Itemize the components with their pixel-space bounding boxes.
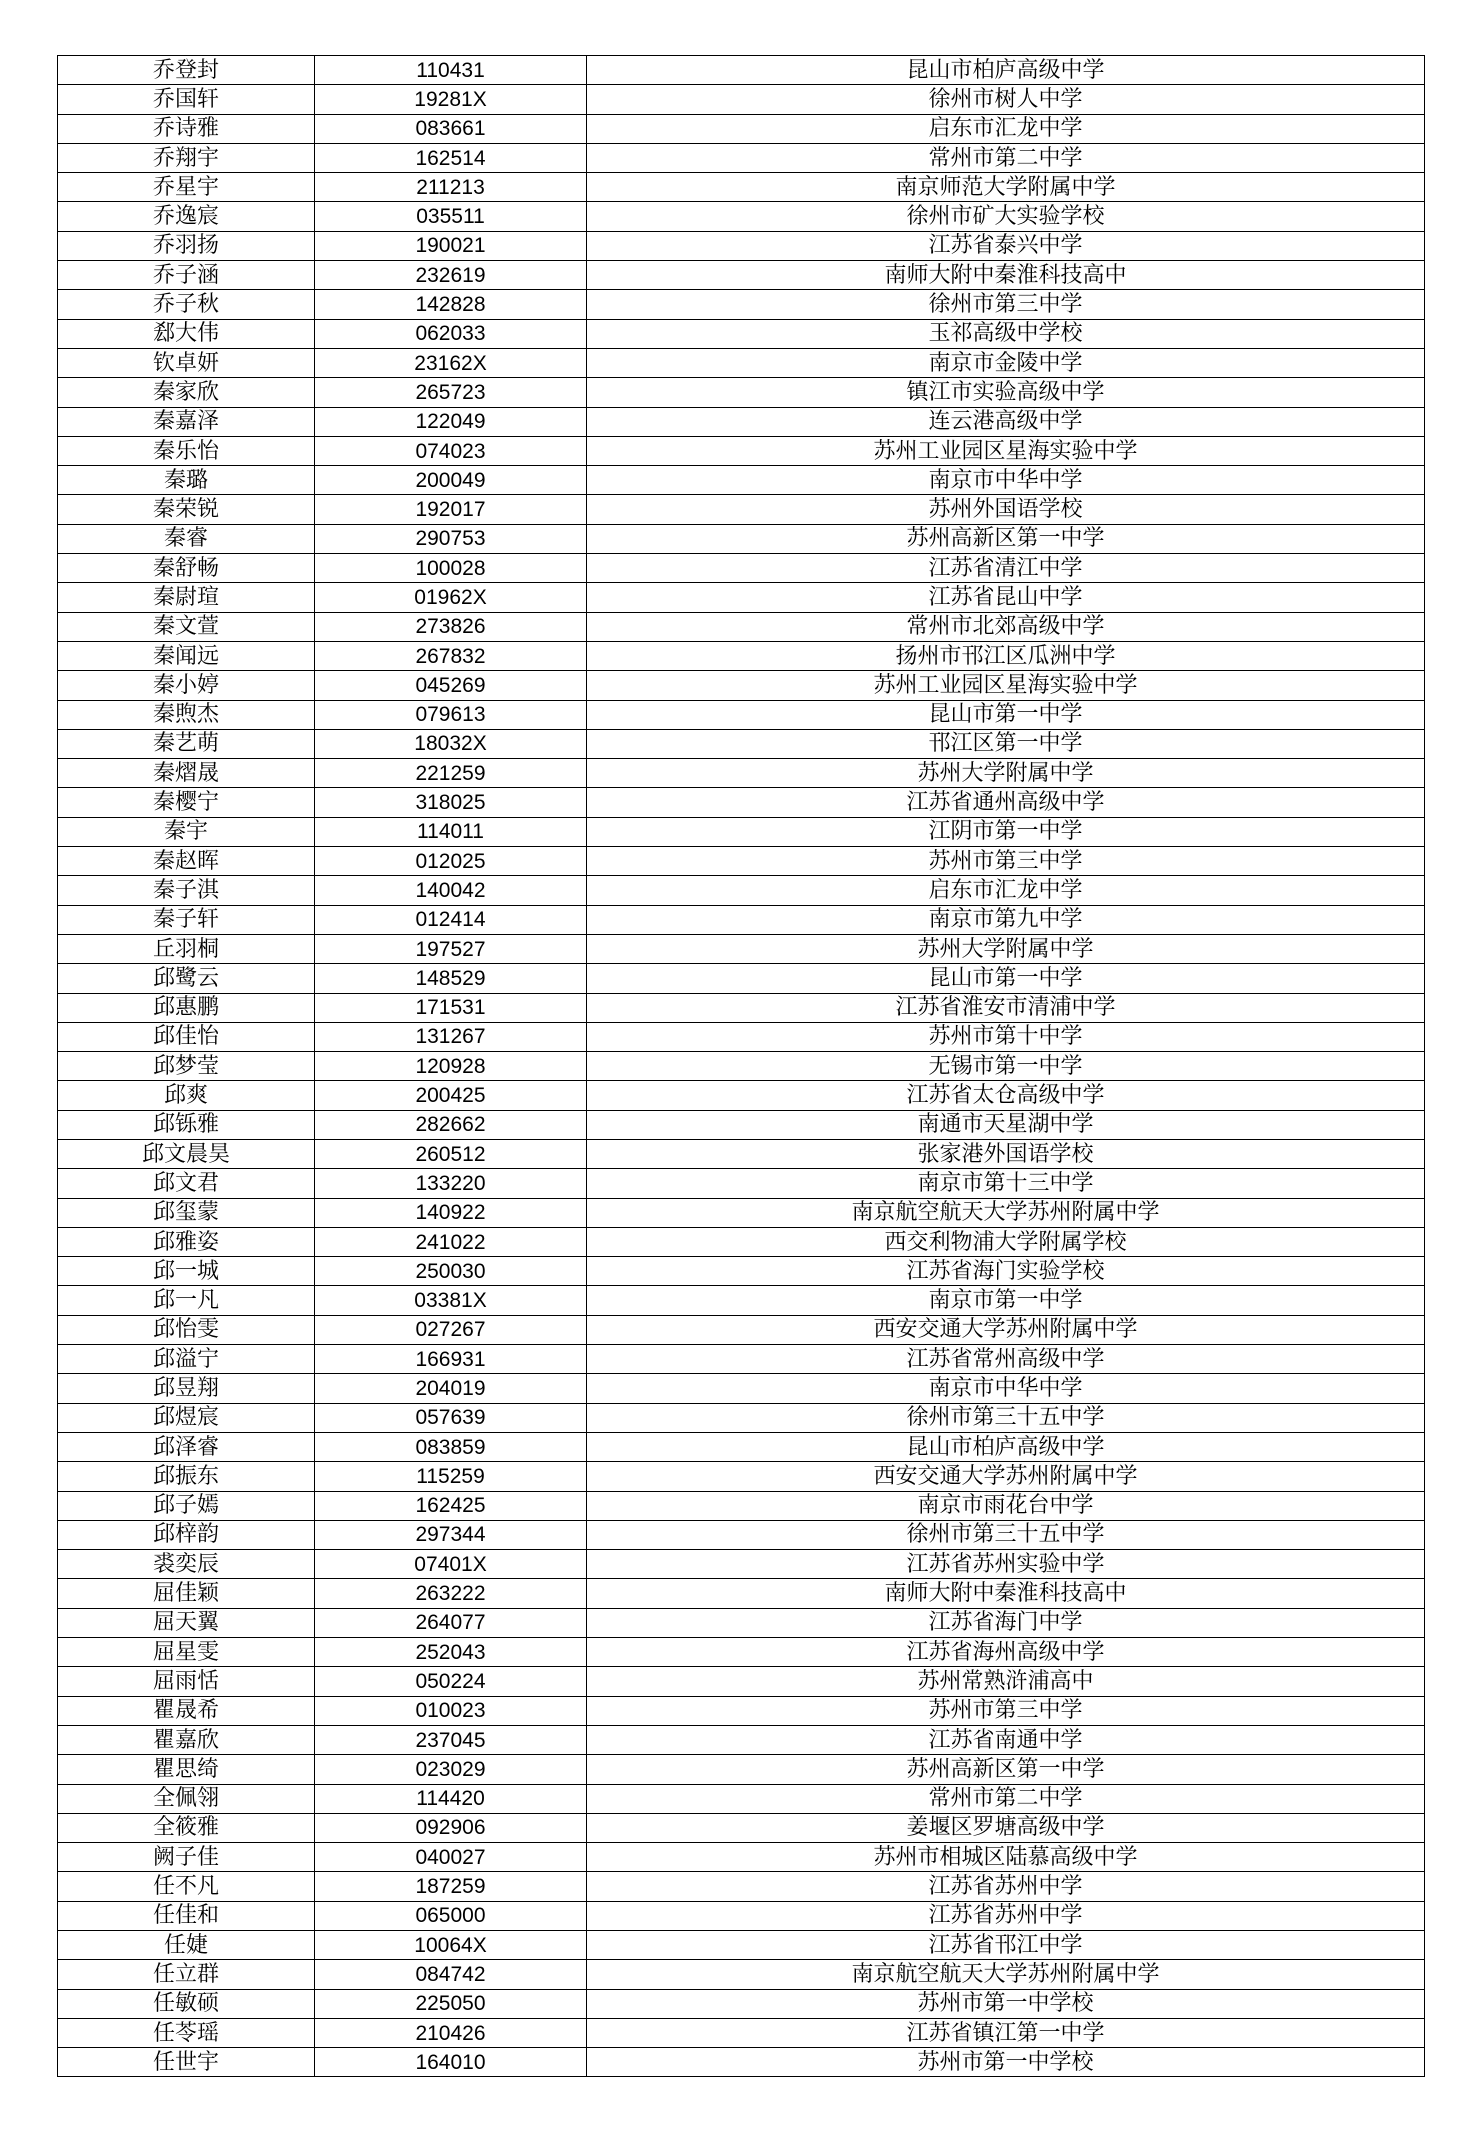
- school-name-cell: 苏州市相城区陆慕高级中学: [587, 1843, 1425, 1872]
- table-row: [58, 1843, 1425, 1872]
- table-row: [58, 56, 1425, 85]
- student-name-cell: 秦赵晖: [58, 847, 315, 876]
- table-row: [58, 1989, 1425, 2018]
- school-name-cell: 昆山市柏庐高级中学: [587, 56, 1425, 85]
- student-name-cell: 屈星雯: [58, 1638, 315, 1667]
- school-name-cell: 张家港外国语学校: [587, 1139, 1425, 1168]
- table-row: [58, 1374, 1425, 1403]
- table-row: [58, 1198, 1425, 1227]
- table-row: [58, 1081, 1425, 1110]
- student-name-cell: 乔诗雅: [58, 114, 315, 143]
- student-id-cell: 114011: [315, 817, 587, 846]
- student-name-cell: 邱一凡: [58, 1286, 315, 1315]
- table-row: [58, 1432, 1425, 1461]
- student-id-cell: 010023: [315, 1696, 587, 1725]
- table-row: [58, 1345, 1425, 1374]
- school-name-cell: 江苏省海门实验学校: [587, 1257, 1425, 1286]
- school-name-cell: 姜堰区罗塘高级中学: [587, 1813, 1425, 1842]
- school-name-cell: 昆山市第一中学: [587, 964, 1425, 993]
- table-row: [58, 1813, 1425, 1842]
- student-name-cell: 秦家欣: [58, 378, 315, 407]
- school-name-cell: 南京航空航天大学苏州附属中学: [587, 1198, 1425, 1227]
- table-row: [58, 202, 1425, 231]
- student-id-cell: 100028: [315, 554, 587, 583]
- student-id-cell: 083859: [315, 1432, 587, 1461]
- table-row: [58, 934, 1425, 963]
- school-name-cell: 徐州市矿大实验学校: [587, 202, 1425, 231]
- school-name-cell: 江苏省通州高级中学: [587, 788, 1425, 817]
- school-name-cell: 江苏省淮安市清浦中学: [587, 993, 1425, 1022]
- student-id-cell: 083661: [315, 114, 587, 143]
- school-name-cell: 苏州大学附属中学: [587, 759, 1425, 788]
- student-id-cell: 110431: [315, 56, 587, 85]
- student-id-cell: 190021: [315, 231, 587, 260]
- school-name-cell: 镇江市实验高级中学: [587, 378, 1425, 407]
- school-name-cell: 江苏省南通中学: [587, 1725, 1425, 1754]
- student-id-cell: 045269: [315, 671, 587, 700]
- table-row: [58, 1667, 1425, 1696]
- student-id-cell: 171531: [315, 993, 587, 1022]
- table-row: [58, 1403, 1425, 1432]
- school-name-cell: 苏州市第十中学: [587, 1022, 1425, 1051]
- table-row: [58, 817, 1425, 846]
- school-name-cell: 徐州市第三十五中学: [587, 1403, 1425, 1432]
- student-id-cell: 290753: [315, 524, 587, 553]
- student-name-cell: 邱昱翔: [58, 1374, 315, 1403]
- student-id-cell: 264077: [315, 1608, 587, 1637]
- student-id-cell: 120928: [315, 1052, 587, 1081]
- table-row: [58, 261, 1425, 290]
- table-row: [58, 524, 1425, 553]
- school-name-cell: 苏州工业园区星海实验中学: [587, 436, 1425, 465]
- school-name-cell: 扬州市邗江区瓜洲中学: [587, 641, 1425, 670]
- student-id-cell: 297344: [315, 1520, 587, 1549]
- school-name-cell: 苏州市第一中学校: [587, 1989, 1425, 2018]
- student-name-cell: 邱振东: [58, 1462, 315, 1491]
- school-name-cell: 常州市第二中学: [587, 143, 1425, 172]
- student-name-cell: 邱怡雯: [58, 1315, 315, 1344]
- table-row: [58, 1227, 1425, 1256]
- table-row: [58, 1315, 1425, 1344]
- table-row: [58, 231, 1425, 260]
- school-name-cell: 南通市天星湖中学: [587, 1110, 1425, 1139]
- table-row: [58, 114, 1425, 143]
- student-id-cell: 133220: [315, 1169, 587, 1198]
- student-id-cell: 221259: [315, 759, 587, 788]
- student-id-cell: 074023: [315, 436, 587, 465]
- student-id-cell: 040027: [315, 1843, 587, 1872]
- school-name-cell: 苏州工业园区星海实验中学: [587, 671, 1425, 700]
- student-name-cell: 邱泽睿: [58, 1432, 315, 1461]
- table-row: [58, 1755, 1425, 1784]
- student-name-cell: 钦卓妍: [58, 348, 315, 377]
- table-row: [58, 1872, 1425, 1901]
- student-id-cell: 232619: [315, 261, 587, 290]
- student-id-cell: 263222: [315, 1579, 587, 1608]
- school-name-cell: 徐州市树人中学: [587, 85, 1425, 114]
- school-name-cell: 西安交通大学苏州附属中学: [587, 1462, 1425, 1491]
- table-row: [58, 173, 1425, 202]
- student-id-cell: 260512: [315, 1139, 587, 1168]
- student-name-cell: 裘奕辰: [58, 1550, 315, 1579]
- student-name-cell: 乔星宇: [58, 173, 315, 202]
- student-id-cell: 01962X: [315, 583, 587, 612]
- student-id-cell: 210426: [315, 2018, 587, 2047]
- table-row: [58, 290, 1425, 319]
- student-name-cell: 邱煜宸: [58, 1403, 315, 1432]
- student-id-cell: 012025: [315, 847, 587, 876]
- student-id-cell: 23162X: [315, 348, 587, 377]
- student-id-cell: 237045: [315, 1725, 587, 1754]
- table-row: [58, 348, 1425, 377]
- student-name-cell: 邱溢宁: [58, 1345, 315, 1374]
- school-name-cell: 西交利物浦大学附属学校: [587, 1227, 1425, 1256]
- table-row: [58, 905, 1425, 934]
- student-name-cell: 邱文晨昊: [58, 1139, 315, 1168]
- student-name-cell: 秦璐: [58, 466, 315, 495]
- student-id-cell: 012414: [315, 905, 587, 934]
- table-row: [58, 554, 1425, 583]
- school-name-cell: 江苏省昆山中学: [587, 583, 1425, 612]
- table-row: [58, 1110, 1425, 1139]
- school-name-cell: 江苏省清江中学: [587, 554, 1425, 583]
- student-id-cell: 084742: [315, 1960, 587, 1989]
- table-row: [58, 993, 1425, 1022]
- school-name-cell: 玉祁高级中学校: [587, 319, 1425, 348]
- student-name-cell: 乔子涵: [58, 261, 315, 290]
- student-id-cell: 03381X: [315, 1286, 587, 1315]
- school-name-cell: 无锡市第一中学: [587, 1052, 1425, 1081]
- table-row: [58, 671, 1425, 700]
- student-name-cell: 乔子秋: [58, 290, 315, 319]
- student-name-cell: 秦小婷: [58, 671, 315, 700]
- student-id-cell: 252043: [315, 1638, 587, 1667]
- student-name-cell: 任苓瑶: [58, 2018, 315, 2047]
- student-id-cell: 200049: [315, 466, 587, 495]
- table-row: [58, 1784, 1425, 1813]
- school-name-cell: 苏州市第三中学: [587, 847, 1425, 876]
- school-name-cell: 南师大附中秦淮科技高中: [587, 1579, 1425, 1608]
- school-name-cell: 昆山市柏庐高级中学: [587, 1432, 1425, 1461]
- table-row: [58, 1169, 1425, 1198]
- table-row: [58, 1139, 1425, 1168]
- table-row: [58, 964, 1425, 993]
- table-row: [58, 1052, 1425, 1081]
- student-id-cell: 162425: [315, 1491, 587, 1520]
- table-row: [58, 319, 1425, 348]
- school-name-cell: 苏州高新区第一中学: [587, 524, 1425, 553]
- table-row: [58, 1696, 1425, 1725]
- student-name-cell: 秦樱宁: [58, 788, 315, 817]
- school-name-cell: 江苏省苏州中学: [587, 1901, 1425, 1930]
- table-row: [58, 641, 1425, 670]
- school-name-cell: 南京师范大学附属中学: [587, 173, 1425, 202]
- table-row: [58, 583, 1425, 612]
- student-id-cell: 19281X: [315, 85, 587, 114]
- table-row: [58, 1022, 1425, 1051]
- student-id-cell: 265723: [315, 378, 587, 407]
- student-name-cell: 邱梓韵: [58, 1520, 315, 1549]
- student-name-cell: 秦文萱: [58, 612, 315, 641]
- table-row: [58, 143, 1425, 172]
- table-row: [58, 1931, 1425, 1960]
- student-name-cell: 秦荣锐: [58, 495, 315, 524]
- school-name-cell: 江苏省常州高级中学: [587, 1345, 1425, 1374]
- student-id-cell: 162514: [315, 143, 587, 172]
- student-name-cell: 任佳和: [58, 1901, 315, 1930]
- school-name-cell: 南京市中华中学: [587, 1374, 1425, 1403]
- school-name-cell: 徐州市第三十五中学: [587, 1520, 1425, 1549]
- student-name-cell: 邱一城: [58, 1257, 315, 1286]
- student-name-cell: 邱爽: [58, 1081, 315, 1110]
- student-name-cell: 乔国轩: [58, 85, 315, 114]
- student-name-cell: 邱梦莹: [58, 1052, 315, 1081]
- student-name-cell: 邱玺蒙: [58, 1198, 315, 1227]
- school-name-cell: 南京市第九中学: [587, 905, 1425, 934]
- school-name-cell: 启东市汇龙中学: [587, 114, 1425, 143]
- school-name-cell: 南京市雨花台中学: [587, 1491, 1425, 1520]
- table-row: [58, 876, 1425, 905]
- table-row: [58, 466, 1425, 495]
- student-id-cell: 250030: [315, 1257, 587, 1286]
- student-name-cell: 任不凡: [58, 1872, 315, 1901]
- table-row: [58, 759, 1425, 788]
- table-row: [58, 788, 1425, 817]
- student-id-cell: 035511: [315, 202, 587, 231]
- school-name-cell: 徐州市第三中学: [587, 290, 1425, 319]
- school-name-cell: 连云港高级中学: [587, 407, 1425, 436]
- school-name-cell: 苏州高新区第一中学: [587, 1755, 1425, 1784]
- school-name-cell: 苏州市第一中学校: [587, 2048, 1425, 2077]
- student-id-cell: 18032X: [315, 729, 587, 758]
- school-name-cell: 常州市第二中学: [587, 1784, 1425, 1813]
- student-id-cell: 140922: [315, 1198, 587, 1227]
- school-name-cell: 江苏省海州高级中学: [587, 1638, 1425, 1667]
- table-row: [58, 847, 1425, 876]
- student-id-cell: 065000: [315, 1901, 587, 1930]
- table-row: [58, 85, 1425, 114]
- student-id-cell: 187259: [315, 1872, 587, 1901]
- school-name-cell: 南京市金陵中学: [587, 348, 1425, 377]
- school-name-cell: 邗江区第一中学: [587, 729, 1425, 758]
- student-name-cell: 秦尉瑄: [58, 583, 315, 612]
- school-name-cell: 南京市中华中学: [587, 466, 1425, 495]
- student-name-cell: 屈雨恬: [58, 1667, 315, 1696]
- table-row: [58, 1462, 1425, 1491]
- student-name-cell: 阙子佳: [58, 1843, 315, 1872]
- student-name-cell: 任敏硕: [58, 1989, 315, 2018]
- school-name-cell: 南京市第十三中学: [587, 1169, 1425, 1198]
- table-row: [58, 1608, 1425, 1637]
- student-name-cell: 邱惠鹏: [58, 993, 315, 1022]
- student-name-cell: 瞿晟希: [58, 1696, 315, 1725]
- table-row: [58, 2048, 1425, 2077]
- student-id-cell: 148529: [315, 964, 587, 993]
- table-row: [58, 1257, 1425, 1286]
- student-id-cell: 027267: [315, 1315, 587, 1344]
- student-id-cell: 115259: [315, 1462, 587, 1491]
- student-id-cell: 140042: [315, 876, 587, 905]
- student-name-cell: 邱子嫣: [58, 1491, 315, 1520]
- school-name-cell: 江苏省太仓高级中学: [587, 1081, 1425, 1110]
- student-name-cell: 邱铄雅: [58, 1110, 315, 1139]
- table-row: [58, 612, 1425, 641]
- student-id-cell: 092906: [315, 1813, 587, 1842]
- table-body: [58, 56, 1425, 2077]
- student-id-cell: 282662: [315, 1110, 587, 1139]
- table-row: [58, 1960, 1425, 1989]
- table-row: [58, 1579, 1425, 1608]
- student-id-cell: 241022: [315, 1227, 587, 1256]
- student-name-cell: 丘羽桐: [58, 934, 315, 963]
- table-row: [58, 1520, 1425, 1549]
- school-name-cell: 江苏省苏州中学: [587, 1872, 1425, 1901]
- student-name-cell: 任世宇: [58, 2048, 315, 2077]
- student-name-cell: 瞿思绮: [58, 1755, 315, 1784]
- student-id-cell: 10064X: [315, 1931, 587, 1960]
- table-row: [58, 1550, 1425, 1579]
- table-row: [58, 1901, 1425, 1930]
- student-id-cell: 318025: [315, 788, 587, 817]
- table-row: [58, 1491, 1425, 1520]
- student-id-cell: 131267: [315, 1022, 587, 1051]
- student-name-cell: 瞿嘉欣: [58, 1725, 315, 1754]
- student-id-cell: 200425: [315, 1081, 587, 1110]
- school-name-cell: 江苏省苏州实验中学: [587, 1550, 1425, 1579]
- student-id-cell: 211213: [315, 173, 587, 202]
- student-id-cell: 166931: [315, 1345, 587, 1374]
- student-name-cell: 乔登封: [58, 56, 315, 85]
- student-name-cell: 乔翔宇: [58, 143, 315, 172]
- student-name-cell: 秦艺萌: [58, 729, 315, 758]
- student-name-cell: 全筱雅: [58, 1813, 315, 1842]
- student-id-cell: 079613: [315, 700, 587, 729]
- student-name-cell: 屈天翼: [58, 1608, 315, 1637]
- student-name-cell: 任婕: [58, 1931, 315, 1960]
- student-name-cell: 邱文君: [58, 1169, 315, 1198]
- student-id-cell: 225050: [315, 1989, 587, 2018]
- student-id-cell: 023029: [315, 1755, 587, 1784]
- school-name-cell: 昆山市第一中学: [587, 700, 1425, 729]
- student-name-cell: 邱鹭云: [58, 964, 315, 993]
- student-id-cell: 07401X: [315, 1550, 587, 1579]
- student-id-cell: 057639: [315, 1403, 587, 1432]
- school-name-cell: 常州市北郊高级中学: [587, 612, 1425, 641]
- school-name-cell: 苏州大学附属中学: [587, 934, 1425, 963]
- school-name-cell: 西安交通大学苏州附属中学: [587, 1315, 1425, 1344]
- student-name-cell: 秦乐怡: [58, 436, 315, 465]
- student-id-cell: 062033: [315, 319, 587, 348]
- school-name-cell: 江苏省海门中学: [587, 1608, 1425, 1637]
- student-name-cell: 乔逸宸: [58, 202, 315, 231]
- school-name-cell: 苏州市第三中学: [587, 1696, 1425, 1725]
- school-name-cell: 南师大附中秦淮科技高中: [587, 261, 1425, 290]
- student-name-cell: 全佩翎: [58, 1784, 315, 1813]
- student-name-cell: 秦宇: [58, 817, 315, 846]
- table-row: [58, 2018, 1425, 2047]
- student-name-cell: 秦舒畅: [58, 554, 315, 583]
- student-name-cell: 乔羽扬: [58, 231, 315, 260]
- table-row: [58, 1725, 1425, 1754]
- school-name-cell: 江苏省邗江中学: [587, 1931, 1425, 1960]
- school-name-cell: 南京市第一中学: [587, 1286, 1425, 1315]
- student-id-cell: 273826: [315, 612, 587, 641]
- student-id-cell: 204019: [315, 1374, 587, 1403]
- student-id-cell: 267832: [315, 641, 587, 670]
- table-row: [58, 407, 1425, 436]
- school-name-cell: 江苏省泰兴中学: [587, 231, 1425, 260]
- table-row: [58, 700, 1425, 729]
- school-name-cell: 启东市汇龙中学: [587, 876, 1425, 905]
- school-name-cell: 苏州常熟浒浦高中: [587, 1667, 1425, 1696]
- student-name-cell: 郄大伟: [58, 319, 315, 348]
- student-id-cell: 050224: [315, 1667, 587, 1696]
- student-name-cell: 邱雅姿: [58, 1227, 315, 1256]
- student-id-cell: 164010: [315, 2048, 587, 2077]
- table-row: [58, 495, 1425, 524]
- student-table: [57, 55, 1425, 2077]
- student-name-cell: 任立群: [58, 1960, 315, 1989]
- student-id-cell: 122049: [315, 407, 587, 436]
- table-row: [58, 729, 1425, 758]
- student-id-cell: 142828: [315, 290, 587, 319]
- table-row: [58, 1638, 1425, 1667]
- student-id-cell: 197527: [315, 934, 587, 963]
- student-name-cell: 邱佳怡: [58, 1022, 315, 1051]
- table-row: [58, 378, 1425, 407]
- student-name-cell: 秦嘉泽: [58, 407, 315, 436]
- student-id-cell: 114420: [315, 1784, 587, 1813]
- student-name-cell: 秦睿: [58, 524, 315, 553]
- student-name-cell: 秦子轩: [58, 905, 315, 934]
- table-row: [58, 1286, 1425, 1315]
- school-name-cell: 江阴市第一中学: [587, 817, 1425, 846]
- student-name-cell: 秦熠晟: [58, 759, 315, 788]
- table-row: [58, 436, 1425, 465]
- school-name-cell: 江苏省镇江第一中学: [587, 2018, 1425, 2047]
- student-name-cell: 屈佳颖: [58, 1579, 315, 1608]
- school-name-cell: 南京航空航天大学苏州附属中学: [587, 1960, 1425, 1989]
- school-name-cell: 苏州外国语学校: [587, 495, 1425, 524]
- student-name-cell: 秦煦杰: [58, 700, 315, 729]
- student-id-cell: 192017: [315, 495, 587, 524]
- student-name-cell: 秦闻远: [58, 641, 315, 670]
- student-name-cell: 秦子淇: [58, 876, 315, 905]
